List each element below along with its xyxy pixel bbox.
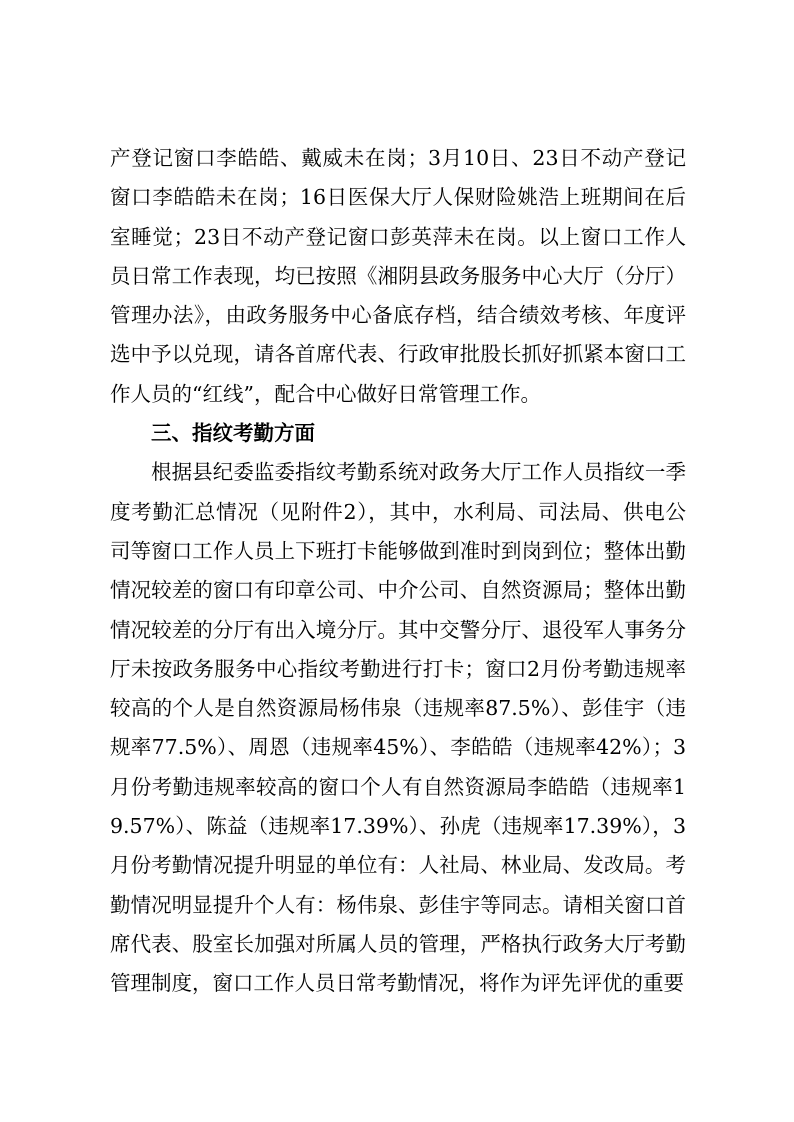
section-paragraph: 根据县纪委监委指纹考勤系统对政务大厅工作人员指纹一季度考勤汇总情况（见附件2），其中，水利局、司法局、供电公司等窗口工作人员上下班打卡能够做到准时到岗到位；整体出勤情况较差的窗口有印章公司、中介公司、自然资源局；整体出勤情况较差的分厅有出入境分厅。其中交警分厅、退役军人事务分厅未按政务服务中心指纹考勤进行打卡；窗口2月份考勤违规率较高的个人是自然资源局杨伟泉（违规率87.5%）、彭佳宇（违规率77.5%）、周恩（违规率45%）、李皓皓（违规率42%）；3月份考勤违规率较高的窗口个人有自然资源局李皓皓（违规率19.57%）、陈益（违规率17.39%）、孙虎（违规率17.39%），3月份考勤情况提升明显的单位有：人社局、林业局、发改局。考勤情况明显提升个人有：杨伟泉、彭佳宇等同志。请相关窗口首席代表、股室长加强对所属人员的管理，严格执行政务大厅考勤管理制度，窗口工作人员日常考勤情况，将作为评先评优的重要	[110, 460, 686, 996]
document-page	[110, 139, 686, 1004]
section-heading: 三、指纹考勤方面	[151, 421, 315, 446]
continued-paragraph: 产登记窗口李皓皓、戴威未在岗；3月10日、23日不动产登记窗口李皓皓未在岗；16日医保大厅人保财险姚浩上班期间在后室睡觉；23日不动产登记窗口彭英萍未在岗。以上窗口工作人员日常工作表现，均已按照《湘阴县政务服务中心大厅（分厅）管理办法》，由政务服务中心备底存档，结合绩效考核、年度评选中予以兑现，请各首席代表、行政审批股长抓好抓紧本窗口工作人员的“红线”，配合中心做好日常管理工作。	[110, 146, 686, 406]
